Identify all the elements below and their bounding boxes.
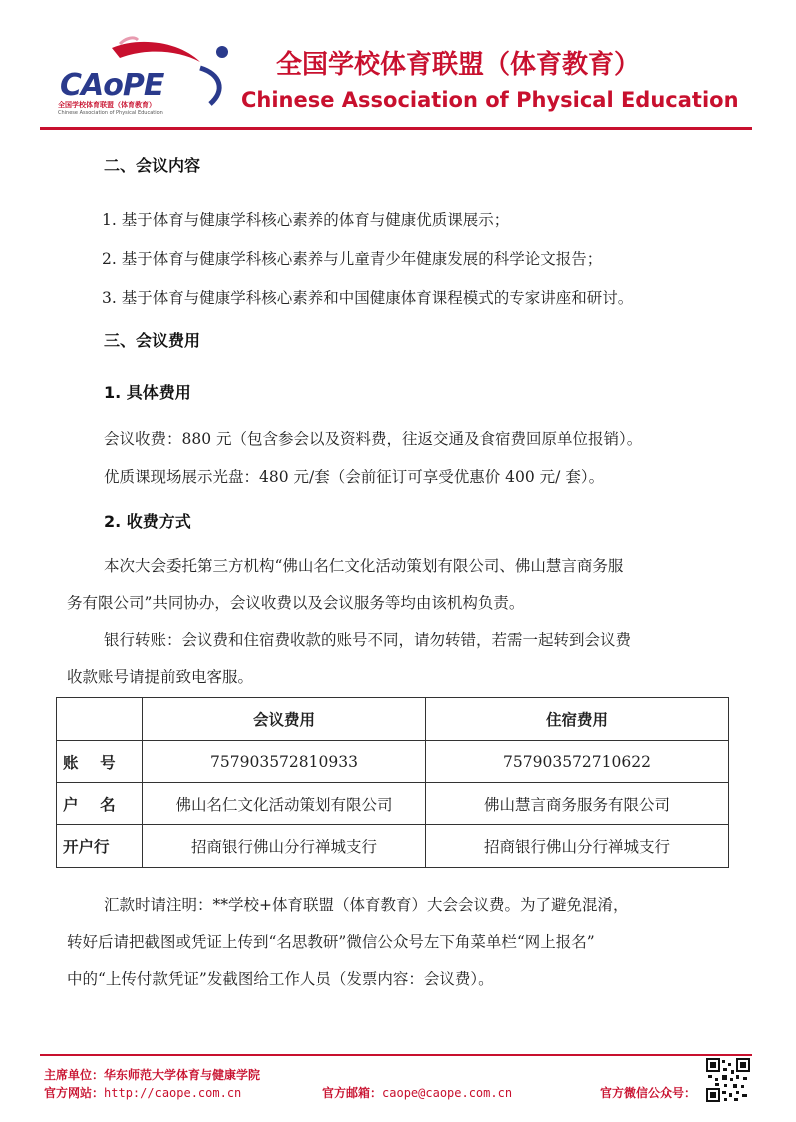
content-item: 3. 基于体育与健康学科核心素养和中国健康体育课程模式的专家讲座和研讨。 (102, 289, 634, 307)
footer-host-label: 主席单位： (44, 1068, 105, 1082)
table-header-row (57, 698, 729, 741)
content-item: 1. 基于体育与健康学科核心素养的体育与健康优质课展示； (102, 211, 510, 229)
wechat-qr-code-icon (706, 1058, 750, 1102)
fee-line: 优质课现场展示光盘：480 元/套（会前征订可享受优惠价 400 元/ 套）。 (104, 468, 605, 486)
footer-email-label: 官方邮箱： (322, 1086, 383, 1100)
subheading-fee-details: 1. 具体费用 (104, 383, 191, 402)
table-header-blank (57, 698, 143, 741)
section-heading-content: 二、会议内容 (104, 156, 201, 175)
footer-email-link[interactable]: caope@caope.com.cn (382, 1086, 513, 1100)
footer-email (322, 1084, 512, 1101)
section-heading-fees: 三、会议费用 (104, 331, 201, 350)
footer-site-label: 官方网站： (44, 1086, 105, 1100)
remit-note-line: 转好后请把截图或凭证上传到“名思教研”微信公众号左下角菜单栏“网上报名” (67, 933, 595, 951)
table-header-meeting-fee: 会议费用 (143, 698, 426, 741)
meeting-account-number: 757903572810933 (143, 741, 426, 783)
content-item: 2. 基于体育与健康学科核心素养与儿童青少年健康发展的科学论文报告； (102, 250, 603, 268)
lodging-account-name: 佛山慧言商务服务有限公司 (426, 783, 729, 825)
remit-note-line: 中的“上传付款凭证”发截图给工作人员（发票内容：会议费）。 (67, 970, 494, 988)
footer-divider (40, 1054, 752, 1056)
bank-account-table (56, 697, 729, 868)
row-label-account-name: 户 名 (57, 783, 143, 825)
footer-host-value: 华东师范大学体育与健康学院 (104, 1068, 261, 1082)
footer-wechat-label: 官方微信公众号： (600, 1086, 697, 1100)
payment-paragraph-line: 务有限公司”共同协办，会议收费以及会议服务等均由该机构负责。 (67, 594, 525, 612)
header-divider (40, 127, 752, 130)
table-row (57, 783, 729, 825)
table-row (57, 741, 729, 783)
footer-site-link[interactable]: http://caope.com.cn (104, 1086, 242, 1100)
caope-logo (50, 34, 240, 120)
transfer-paragraph-line: 银行转账：会议费和住宿费收款的账号不同，请勿转错，若需一起转到会议费 (104, 631, 632, 649)
footer-wechat (600, 1084, 696, 1101)
header-title-cn: 全国学校体育联盟（体育教育） (276, 50, 641, 80)
footer-website (44, 1084, 241, 1101)
lodging-account-number: 757903572710622 (426, 741, 729, 783)
logo-subtitle: 全国学校体育联盟（体育教育） (58, 101, 156, 109)
row-label-account: 账 号 (57, 741, 143, 783)
footer-host (44, 1066, 260, 1083)
logo-wordmark: CAoPE (60, 68, 164, 103)
table-row (57, 825, 729, 868)
lodging-bank: 招商银行佛山分行禅城支行 (426, 825, 729, 868)
payment-paragraph-line: 本次大会委托第三方机构“佛山名仁文化活动策划有限公司、佛山慧言商务服 (104, 557, 624, 575)
subheading-payment-method: 2. 收费方式 (104, 512, 191, 531)
transfer-paragraph-line: 收款账号请提前致电客服。 (67, 668, 254, 686)
table-header-lodging-fee: 住宿费用 (426, 698, 729, 741)
fee-line: 会议收费：880 元（包含参会以及资料费，往返交通及食宿费回原单位报销）。 (104, 430, 643, 448)
row-label-bank: 开户行 (57, 825, 143, 868)
meeting-bank: 招商银行佛山分行禅城支行 (143, 825, 426, 868)
remit-note-line: 汇款时请注明：**学校+体育联盟（体育教育）大会会议费。为了避免混淆， (104, 896, 629, 914)
logo-subtitle-en: Chinese Association of Physical Education (58, 110, 163, 116)
meeting-account-name: 佛山名仁文化活动策划有限公司 (143, 783, 426, 825)
header-title-en: Chinese Association of Physical Education (241, 88, 739, 112)
